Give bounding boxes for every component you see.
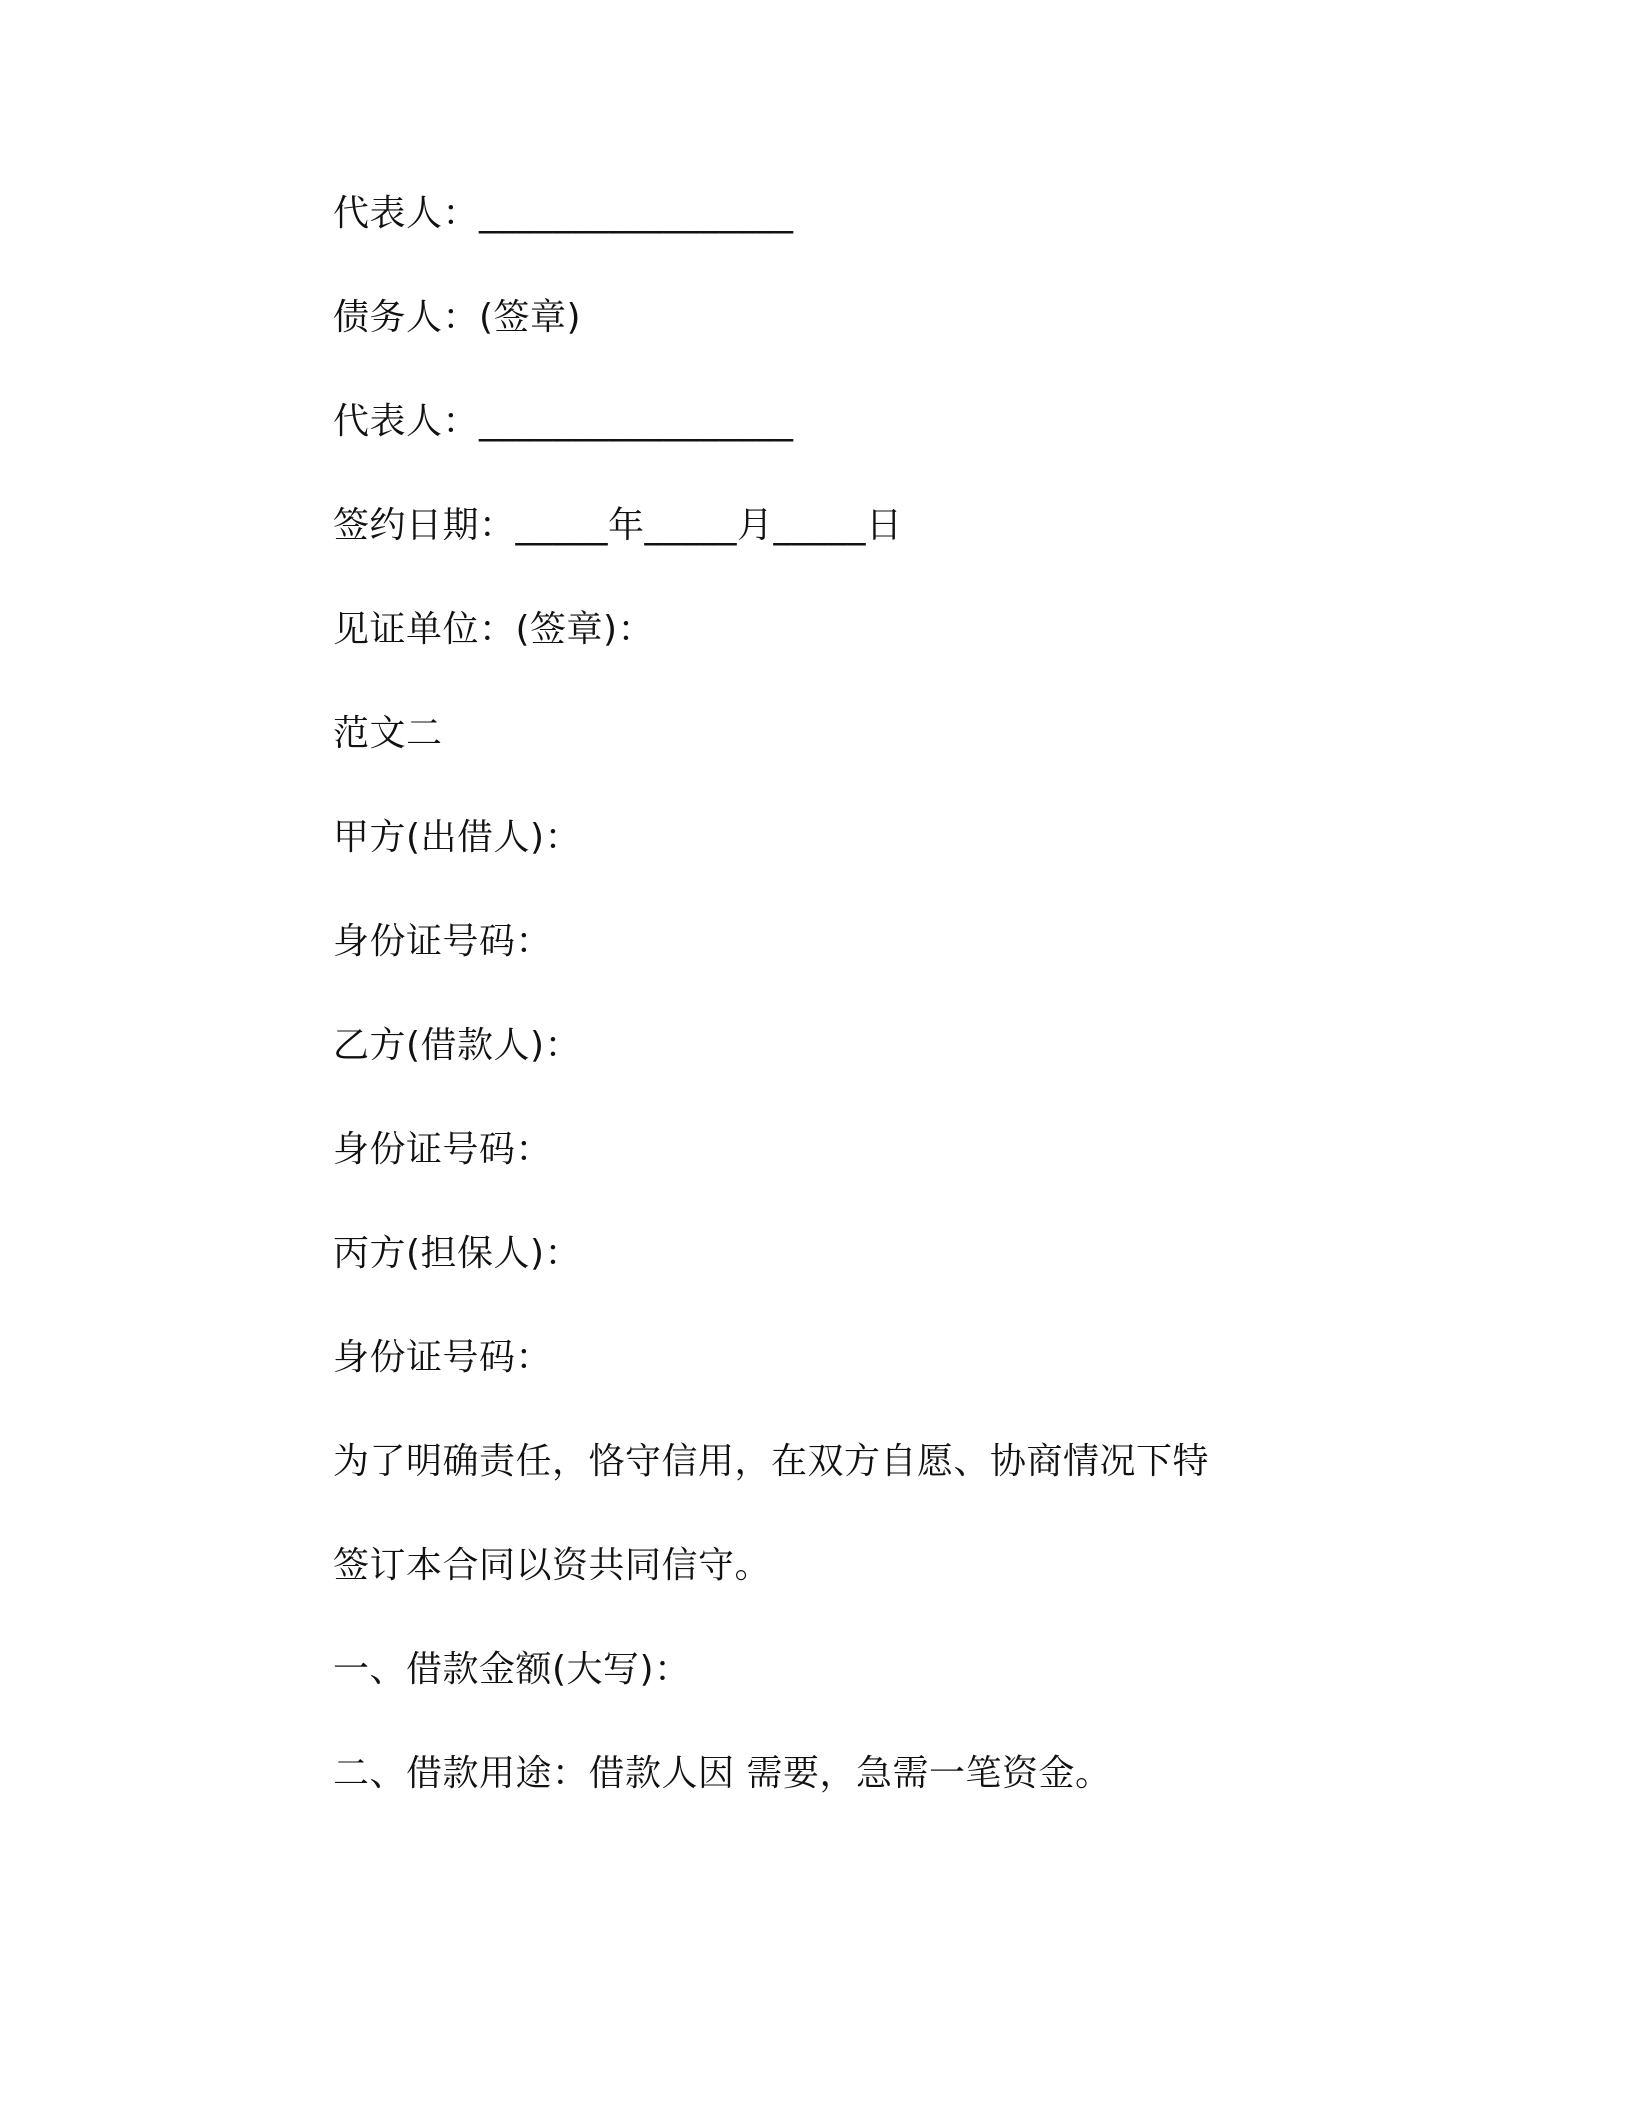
loan-amount-clause: 一、借款金额(大写)： — [333, 1649, 691, 1690]
representative-line-2: 代表人：_________________ — [333, 401, 794, 442]
party-a-id-line: 身份证号码： — [333, 921, 553, 962]
party-c-line: 丙方(担保人)： — [333, 1233, 582, 1274]
purpose-paragraph-line-2: 签订本合同以资共同信守。 — [333, 1545, 772, 1586]
party-a-line: 甲方(出借人)： — [333, 817, 582, 858]
debtor-signature-line: 债务人：(签章) — [333, 297, 582, 338]
signing-date-line: 签约日期：_____年_____月_____日 — [333, 505, 903, 546]
representative-line-1: 代表人：_________________ — [333, 193, 794, 234]
party-c-id-line: 身份证号码： — [333, 1337, 553, 1378]
witness-unit-line: 见证单位：(签章)： — [333, 609, 655, 650]
section-title: 范文二 — [333, 713, 443, 754]
loan-purpose-clause: 二、借款用途：借款人因 需要，急需一笔资金。 — [333, 1753, 1112, 1794]
party-b-line: 乙方(借款人)： — [333, 1025, 582, 1066]
party-b-id-line: 身份证号码： — [333, 1129, 553, 1170]
purpose-paragraph-line-1: 为了明确责任，恪守信用，在双方自愿、协商情况下特 — [333, 1441, 1210, 1482]
